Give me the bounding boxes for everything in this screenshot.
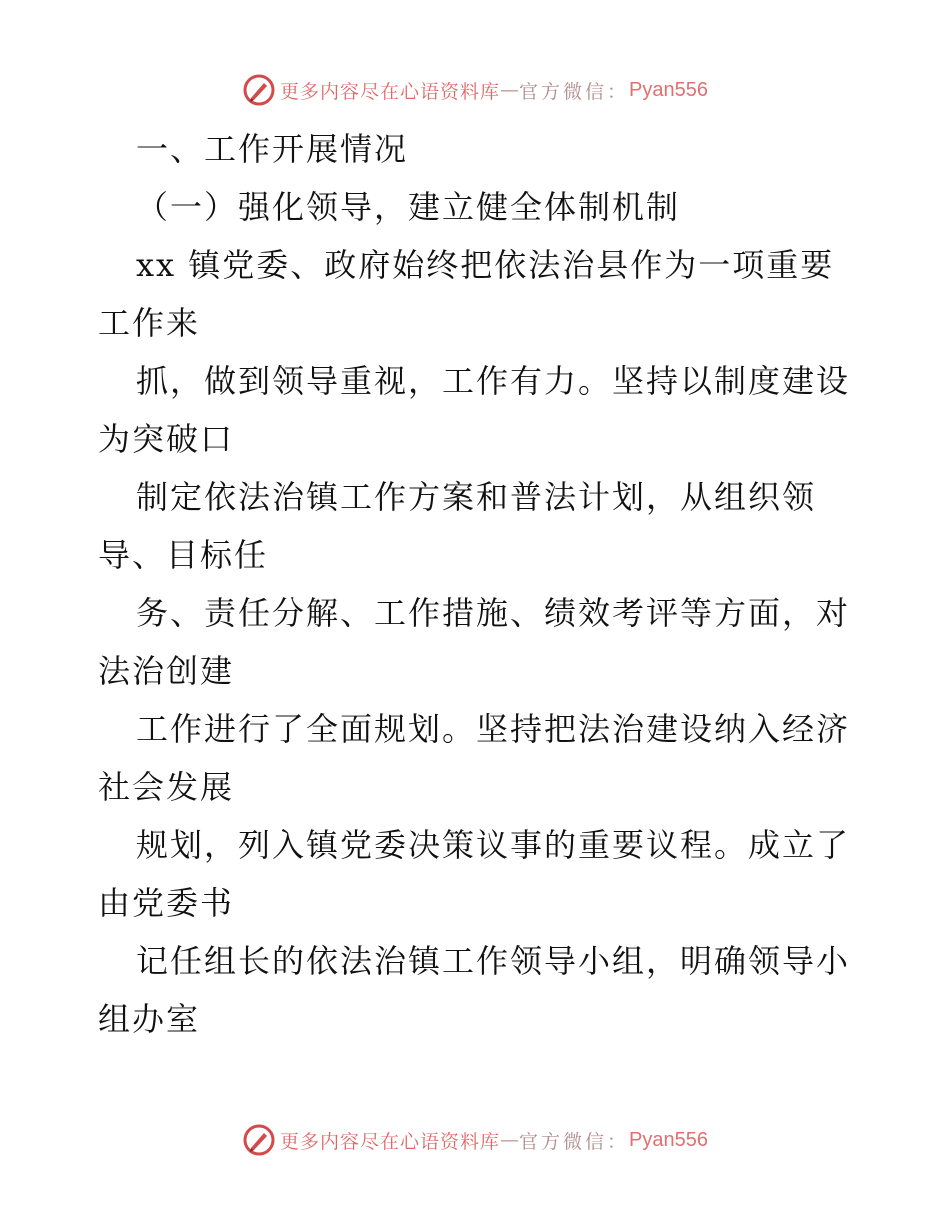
paragraph-line: 为突破口 — [98, 420, 235, 458]
paragraph-line: 抓，做到领导重视，工作有力。坚持以制度建设 — [136, 362, 851, 400]
banner-main-text: 更多内容尽在心语资料库 — [280, 1130, 501, 1153]
banner-separator: — — [500, 1129, 520, 1151]
subsection-heading: （一）强化领导，建立健全体制机制 — [136, 188, 681, 226]
paragraph-line: 由党委书 — [98, 884, 235, 922]
paragraph-line: 社会发展 — [98, 768, 235, 806]
paragraph-line: 组办室 — [98, 1000, 201, 1038]
pen-logo-icon — [242, 73, 276, 107]
paragraph-line: 工作来 — [98, 304, 201, 342]
banner-handle: Pyan556 — [629, 78, 708, 101]
paragraph-line: 法治创建 — [98, 652, 235, 690]
banner-official-label: 官方微信： — [519, 1130, 630, 1153]
paragraph-line: xx 镇党委、政府始终把依法治县作为一项重要 — [136, 246, 835, 284]
banner-main-text: 更多内容尽在心语资料库 — [280, 80, 501, 103]
paragraph-line: 导、目标任 — [98, 536, 269, 574]
banner-handle: Pyan556 — [629, 1128, 708, 1151]
paragraph-line: 规划，列入镇党委决策议事的重要议程。成立了 — [136, 826, 851, 864]
section-heading: 一、工作开展情况 — [136, 130, 409, 168]
pen-logo-icon — [242, 1123, 276, 1157]
paragraph-line: 记任组长的依法治镇工作领导小组，明确领导小 — [136, 942, 851, 980]
document-body — [98, 120, 858, 1048]
paragraph-line: 制定依法治镇工作方案和普法计划，从组织领 — [136, 478, 817, 516]
banner-official-label: 官方微信： — [519, 80, 630, 103]
banner-separator: — — [500, 79, 520, 101]
footer-banner — [0, 1120, 950, 1160]
paragraph-line: 务、责任分解、工作措施、绩效考评等方面，对 — [136, 594, 851, 632]
header-banner — [0, 70, 950, 110]
paragraph-line: 工作进行了全面规划。坚持把法治建设纳入经济 — [136, 710, 851, 748]
